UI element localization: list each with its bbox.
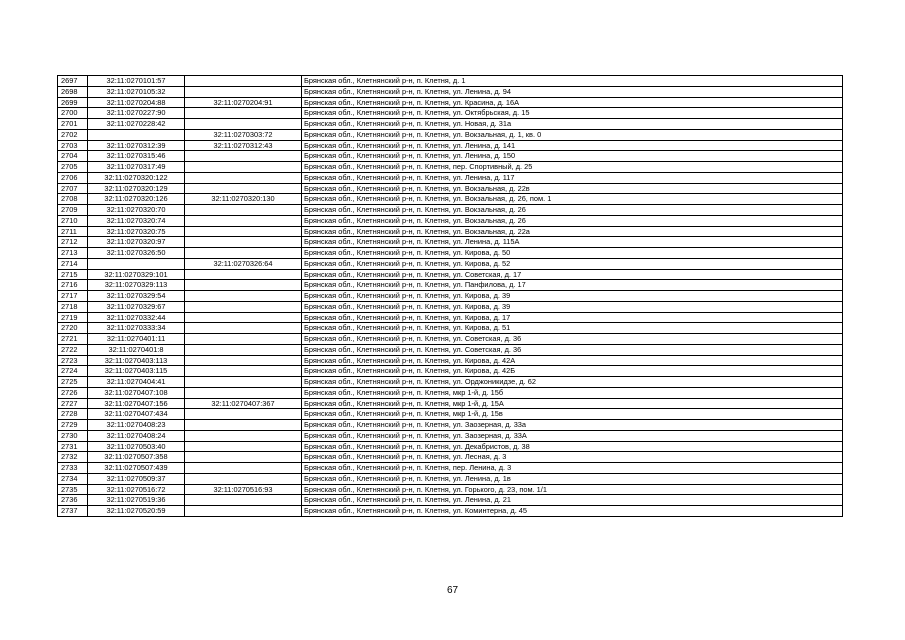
row-number-cell: 2725 <box>58 377 88 388</box>
related-cadastral-number-cell <box>185 366 302 377</box>
related-cadastral-number-cell <box>185 312 302 323</box>
row-number-cell: 2732 <box>58 452 88 463</box>
row-number-cell: 2714 <box>58 258 88 269</box>
cadastral-number-cell: 32:11:0270320:74 <box>88 215 185 226</box>
related-cadastral-number-cell <box>185 334 302 345</box>
table-row <box>58 409 843 420</box>
table-row <box>58 506 843 517</box>
address-cell: Брянская обл., Клетнянский р-н, п. Клетня, ул. Декабристов, д. 38 <box>302 441 843 452</box>
address-cell: Брянская обл., Клетнянский р-н, п. Клетня, ул. Красина, д. 16А <box>302 97 843 108</box>
cadastral-number-cell: 32:11:0270329:67 <box>88 301 185 312</box>
related-cadastral-number-cell <box>185 237 302 248</box>
related-cadastral-number-cell <box>185 162 302 173</box>
cadastral-number-cell: 32:11:0270228:42 <box>88 119 185 130</box>
row-number-cell: 2717 <box>58 291 88 302</box>
table-row <box>58 97 843 108</box>
address-cell: Брянская обл., Клетнянский р-н, п. Клетня, мкр 1-й, д. 15б <box>302 387 843 398</box>
cadastral-number-cell: 32:11:0270332:44 <box>88 312 185 323</box>
cadastral-number-cell: 32:11:0270507:439 <box>88 463 185 474</box>
address-cell: Брянская обл., Клетнянский р-н, п. Клетня, ул. Ленина, д. 94 <box>302 86 843 97</box>
related-cadastral-number-cell <box>185 280 302 291</box>
address-cell: Брянская обл., Клетнянский р-н, п. Клетня, пер. Ленина, д. 3 <box>302 463 843 474</box>
table-row <box>58 140 843 151</box>
related-cadastral-number-cell <box>185 387 302 398</box>
table-row <box>58 452 843 463</box>
row-number-cell: 2716 <box>58 280 88 291</box>
related-cadastral-number-cell: 32:11:0270312:43 <box>185 140 302 151</box>
row-number-cell: 2709 <box>58 205 88 216</box>
table-row <box>58 172 843 183</box>
cadastral-number-cell: 32:11:0270401:8 <box>88 344 185 355</box>
address-cell: Брянская обл., Клетнянский р-н, п. Клетня, ул. Вокзальная, д. 22в <box>302 183 843 194</box>
row-number-cell: 2735 <box>58 484 88 495</box>
table-row <box>58 183 843 194</box>
cadastral-number-cell: 32:11:0270101:57 <box>88 76 185 87</box>
row-number-cell: 2723 <box>58 355 88 366</box>
related-cadastral-number-cell <box>185 377 302 388</box>
address-cell: Брянская обл., Клетнянский р-н, п. Клетня, ул. Вокзальная, д. 26 <box>302 205 843 216</box>
address-cell: Брянская обл., Клетнянский р-н, п. Клетня, ул. Советская, д. 36 <box>302 344 843 355</box>
cadastral-number-cell: 32:11:0270329:101 <box>88 269 185 280</box>
related-cadastral-number-cell <box>185 301 302 312</box>
row-number-cell: 2719 <box>58 312 88 323</box>
table-row <box>58 237 843 248</box>
row-number-cell: 2736 <box>58 495 88 506</box>
related-cadastral-number-cell <box>185 151 302 162</box>
address-cell: Брянская обл., Клетнянский р-н, п. Клетня, ул. Вокзальная, д. 26, пом. 1 <box>302 194 843 205</box>
related-cadastral-number-cell <box>185 226 302 237</box>
cadastral-number-cell: 32:11:0270320:126 <box>88 194 185 205</box>
cadastral-number-cell <box>88 129 185 140</box>
address-cell: Брянская обл., Клетнянский р-н, п. Клетня, ул. Панфилова, д. 17 <box>302 280 843 291</box>
row-number-cell: 2734 <box>58 473 88 484</box>
row-number-cell: 2698 <box>58 86 88 97</box>
row-number-cell: 2729 <box>58 420 88 431</box>
related-cadastral-number-cell <box>185 420 302 431</box>
table-row <box>58 473 843 484</box>
table-row <box>58 108 843 119</box>
address-cell: Брянская обл., Клетнянский р-н, п. Клетня, ул. Вокзальная, д. 26 <box>302 215 843 226</box>
cadastral-number-cell: 32:11:0270407:434 <box>88 409 185 420</box>
cadastral-number-cell: 32:11:0270315:46 <box>88 151 185 162</box>
row-number-cell: 2705 <box>58 162 88 173</box>
table-row <box>58 194 843 205</box>
table-row <box>58 366 843 377</box>
row-number-cell: 2721 <box>58 334 88 345</box>
related-cadastral-number-cell <box>185 108 302 119</box>
related-cadastral-number-cell <box>185 355 302 366</box>
related-cadastral-number-cell <box>185 86 302 97</box>
related-cadastral-number-cell: 32:11:0270204:91 <box>185 97 302 108</box>
related-cadastral-number-cell <box>185 248 302 259</box>
table-row <box>58 258 843 269</box>
address-cell: Брянская обл., Клетнянский р-н, п. Клетня, ул. Кирова, д. 42Б <box>302 366 843 377</box>
address-cell: Брянская обл., Клетнянский р-н, п. Клетня, ул. Вокзальная, д. 1, кв. 0 <box>302 129 843 140</box>
cadastral-number-cell: 32:11:0270509:37 <box>88 473 185 484</box>
related-cadastral-number-cell <box>185 430 302 441</box>
cadastral-number-cell: 32:11:0270516:72 <box>88 484 185 495</box>
related-cadastral-number-cell <box>185 452 302 463</box>
table-row <box>58 463 843 474</box>
address-cell: Брянская обл., Клетнянский р-н, п. Клетня, ул. Кирова, д. 42А <box>302 355 843 366</box>
table-row <box>58 162 843 173</box>
cadastral-number-cell: 32:11:0270407:108 <box>88 387 185 398</box>
cadastral-number-cell: 32:11:0270503:40 <box>88 441 185 452</box>
row-number-cell: 2730 <box>58 430 88 441</box>
address-cell: Брянская обл., Клетнянский р-н, п. Клетня, мкр 1-й, д. 15А <box>302 398 843 409</box>
table-row <box>58 76 843 87</box>
related-cadastral-number-cell <box>185 215 302 226</box>
address-cell: Брянская обл., Клетнянский р-н, п. Клетня, ул. Коминтерна, д. 45 <box>302 506 843 517</box>
row-number-cell: 2712 <box>58 237 88 248</box>
page-number: 67 <box>446 585 459 596</box>
cadastral-number-cell: 32:11:0270312:39 <box>88 140 185 151</box>
row-number-cell: 2707 <box>58 183 88 194</box>
related-cadastral-number-cell <box>185 269 302 280</box>
address-cell: Брянская обл., Клетнянский р-н, п. Клетня, ул. Кирова, д. 39 <box>302 301 843 312</box>
table-row <box>58 430 843 441</box>
row-number-cell: 2720 <box>58 323 88 334</box>
row-number-cell: 2699 <box>58 97 88 108</box>
address-cell: Брянская обл., Клетнянский р-н, п. Клетня, ул. Октябрьская, д. 15 <box>302 108 843 119</box>
related-cadastral-number-cell: 32:11:0270516:93 <box>185 484 302 495</box>
address-cell: Брянская обл., Клетнянский р-н, п. Клетня, ул. Советская, д. 36 <box>302 334 843 345</box>
address-cell: Брянская обл., Клетнянский р-н, п. Клетня, ул. Кирова, д. 50 <box>302 248 843 259</box>
related-cadastral-number-cell <box>185 323 302 334</box>
table-row <box>58 86 843 97</box>
table-row <box>58 151 843 162</box>
address-cell: Брянская обл., Клетнянский р-н, п. Клетня, ул. Ленина, д. 1в <box>302 473 843 484</box>
cadastral-number-cell: 32:11:0270326:50 <box>88 248 185 259</box>
address-cell: Брянская обл., Клетнянский р-н, п. Клетня, ул. Ленина, д. 115А <box>302 237 843 248</box>
cadastral-number-cell: 32:11:0270520:59 <box>88 506 185 517</box>
cadastral-number-cell: 32:11:0270320:122 <box>88 172 185 183</box>
related-cadastral-number-cell <box>185 291 302 302</box>
table-row <box>58 301 843 312</box>
table-row <box>58 377 843 388</box>
row-number-cell: 2726 <box>58 387 88 398</box>
row-number-cell: 2703 <box>58 140 88 151</box>
table-row <box>58 215 843 226</box>
row-number-cell: 2700 <box>58 108 88 119</box>
related-cadastral-number-cell <box>185 172 302 183</box>
row-number-cell: 2737 <box>58 506 88 517</box>
row-number-cell: 2706 <box>58 172 88 183</box>
cadastral-number-cell: 32:11:0270519:36 <box>88 495 185 506</box>
related-cadastral-number-cell <box>185 463 302 474</box>
address-cell: Брянская обл., Клетнянский р-н, п. Клетня, ул. Ленина, д. 117 <box>302 172 843 183</box>
table-row <box>58 226 843 237</box>
related-cadastral-number-cell: 32:11:0270303:72 <box>185 129 302 140</box>
table-row <box>58 119 843 130</box>
cadastral-number-cell: 32:11:0270329:54 <box>88 291 185 302</box>
cadastral-number-cell: 32:11:0270317:49 <box>88 162 185 173</box>
row-number-cell: 2715 <box>58 269 88 280</box>
table-row <box>58 323 843 334</box>
cadastral-number-cell: 32:11:0270329:113 <box>88 280 185 291</box>
cadastral-number-cell: 32:11:0270320:70 <box>88 205 185 216</box>
cadastral-number-cell: 32:11:0270333:34 <box>88 323 185 334</box>
cadastral-number-cell: 32:11:0270320:75 <box>88 226 185 237</box>
row-number-cell: 2701 <box>58 119 88 130</box>
cadastral-number-cell: 32:11:0270404:41 <box>88 377 185 388</box>
cadastral-number-cell: 32:11:0270105:32 <box>88 86 185 97</box>
table-row <box>58 205 843 216</box>
row-number-cell: 2697 <box>58 76 88 87</box>
address-cell: Брянская обл., Клетнянский р-н, п. Клетня, ул. Ленина, д. 150 <box>302 151 843 162</box>
table-row <box>58 269 843 280</box>
address-cell: Брянская обл., Клетнянский р-н, п. Клетня, ул. Орджоникидзе, д. 62 <box>302 377 843 388</box>
cadastral-number-cell: 32:11:0270507:358 <box>88 452 185 463</box>
table-row <box>58 248 843 259</box>
related-cadastral-number-cell: 32:11:0270407:367 <box>185 398 302 409</box>
related-cadastral-number-cell <box>185 473 302 484</box>
table-row <box>58 495 843 506</box>
address-cell: Брянская обл., Клетнянский р-н, п. Клетня, ул. Советская, д. 17 <box>302 269 843 280</box>
row-number-cell: 2722 <box>58 344 88 355</box>
row-number-cell: 2713 <box>58 248 88 259</box>
table-row <box>58 398 843 409</box>
row-number-cell: 2731 <box>58 441 88 452</box>
table-row <box>58 420 843 431</box>
row-number-cell: 2724 <box>58 366 88 377</box>
cadastral-number-cell: 32:11:0270320:129 <box>88 183 185 194</box>
row-number-cell: 2728 <box>58 409 88 420</box>
row-number-cell: 2718 <box>58 301 88 312</box>
related-cadastral-number-cell <box>185 119 302 130</box>
table-row <box>58 441 843 452</box>
cadastral-number-cell: 32:11:0270403:115 <box>88 366 185 377</box>
related-cadastral-number-cell <box>185 441 302 452</box>
cadastral-number-cell: 32:11:0270407:156 <box>88 398 185 409</box>
related-cadastral-number-cell: 32:11:0270320:130 <box>185 194 302 205</box>
table-row <box>58 484 843 495</box>
row-number-cell: 2727 <box>58 398 88 409</box>
table-row <box>58 334 843 345</box>
table-row <box>58 312 843 323</box>
row-number-cell: 2708 <box>58 194 88 205</box>
related-cadastral-number-cell <box>185 76 302 87</box>
row-number-cell: 2711 <box>58 226 88 237</box>
table-row <box>58 129 843 140</box>
address-cell: Брянская обл., Клетнянский р-н, п. Клетня, ул. Кирова, д. 17 <box>302 312 843 323</box>
property-table <box>57 75 843 517</box>
cadastral-number-cell: 32:11:0270320:97 <box>88 237 185 248</box>
cadastral-number-cell: 32:11:0270204:88 <box>88 97 185 108</box>
cadastral-number-cell: 32:11:0270408:23 <box>88 420 185 431</box>
cadastral-number-cell: 32:11:0270401:11 <box>88 334 185 345</box>
table-row <box>58 355 843 366</box>
address-cell: Брянская обл., Клетнянский р-н, п. Клетня, ул. Кирова, д. 52 <box>302 258 843 269</box>
address-cell: Брянская обл., Клетнянский р-н, п. Клетня, ул. Ленина, д. 21 <box>302 495 843 506</box>
address-cell: Брянская обл., Клетнянский р-н, п. Клетня, ул. Кирова, д. 51 <box>302 323 843 334</box>
property-table-body <box>58 76 843 517</box>
address-cell: Брянская обл., Клетнянский р-н, п. Клетня, ул. Новая, д. 31а <box>302 119 843 130</box>
table-row <box>58 344 843 355</box>
related-cadastral-number-cell <box>185 495 302 506</box>
related-cadastral-number-cell <box>185 506 302 517</box>
row-number-cell: 2704 <box>58 151 88 162</box>
table-row <box>58 291 843 302</box>
address-cell: Брянская обл., Клетнянский р-н, п. Клетня, ул. Горького, д. 23, пом. 1/1 <box>302 484 843 495</box>
address-cell: Брянская обл., Клетнянский р-н, п. Клетня, ул. Кирова, д. 39 <box>302 291 843 302</box>
table-row <box>58 280 843 291</box>
address-cell: Брянская обл., Клетнянский р-н, п. Клетня, ул. Вокзальная, д. 22а <box>302 226 843 237</box>
address-cell: Брянская обл., Клетнянский р-н, п. Клетня, ул. Ленина, д. 141 <box>302 140 843 151</box>
address-cell: Брянская обл., Клетнянский р-н, п. Клетня, мкр 1-й, д. 15в <box>302 409 843 420</box>
cadastral-number-cell: 32:11:0270227:90 <box>88 108 185 119</box>
address-cell: Брянская обл., Клетнянский р-н, п. Клетня, пер. Спортивный, д. 25 <box>302 162 843 173</box>
cadastral-number-cell: 32:11:0270408:24 <box>88 430 185 441</box>
related-cadastral-number-cell <box>185 409 302 420</box>
row-number-cell: 2710 <box>58 215 88 226</box>
address-cell: Брянская обл., Клетнянский р-н, п. Клетня, ул. Лесная, д. 3 <box>302 452 843 463</box>
related-cadastral-number-cell <box>185 344 302 355</box>
cadastral-number-cell <box>88 258 185 269</box>
row-number-cell: 2733 <box>58 463 88 474</box>
address-cell: Брянская обл., Клетнянский р-н, п. Клетня, д. 1 <box>302 76 843 87</box>
table-row <box>58 387 843 398</box>
related-cadastral-number-cell: 32:11:0270326:64 <box>185 258 302 269</box>
related-cadastral-number-cell <box>185 205 302 216</box>
row-number-cell: 2702 <box>58 129 88 140</box>
address-cell: Брянская обл., Клетнянский р-н, п. Клетня, ул. Заозерная, д. 33а <box>302 420 843 431</box>
cadastral-number-cell: 32:11:0270403:113 <box>88 355 185 366</box>
related-cadastral-number-cell <box>185 183 302 194</box>
address-cell: Брянская обл., Клетнянский р-н, п. Клетня, ул. Заозерная, д. 33А <box>302 430 843 441</box>
